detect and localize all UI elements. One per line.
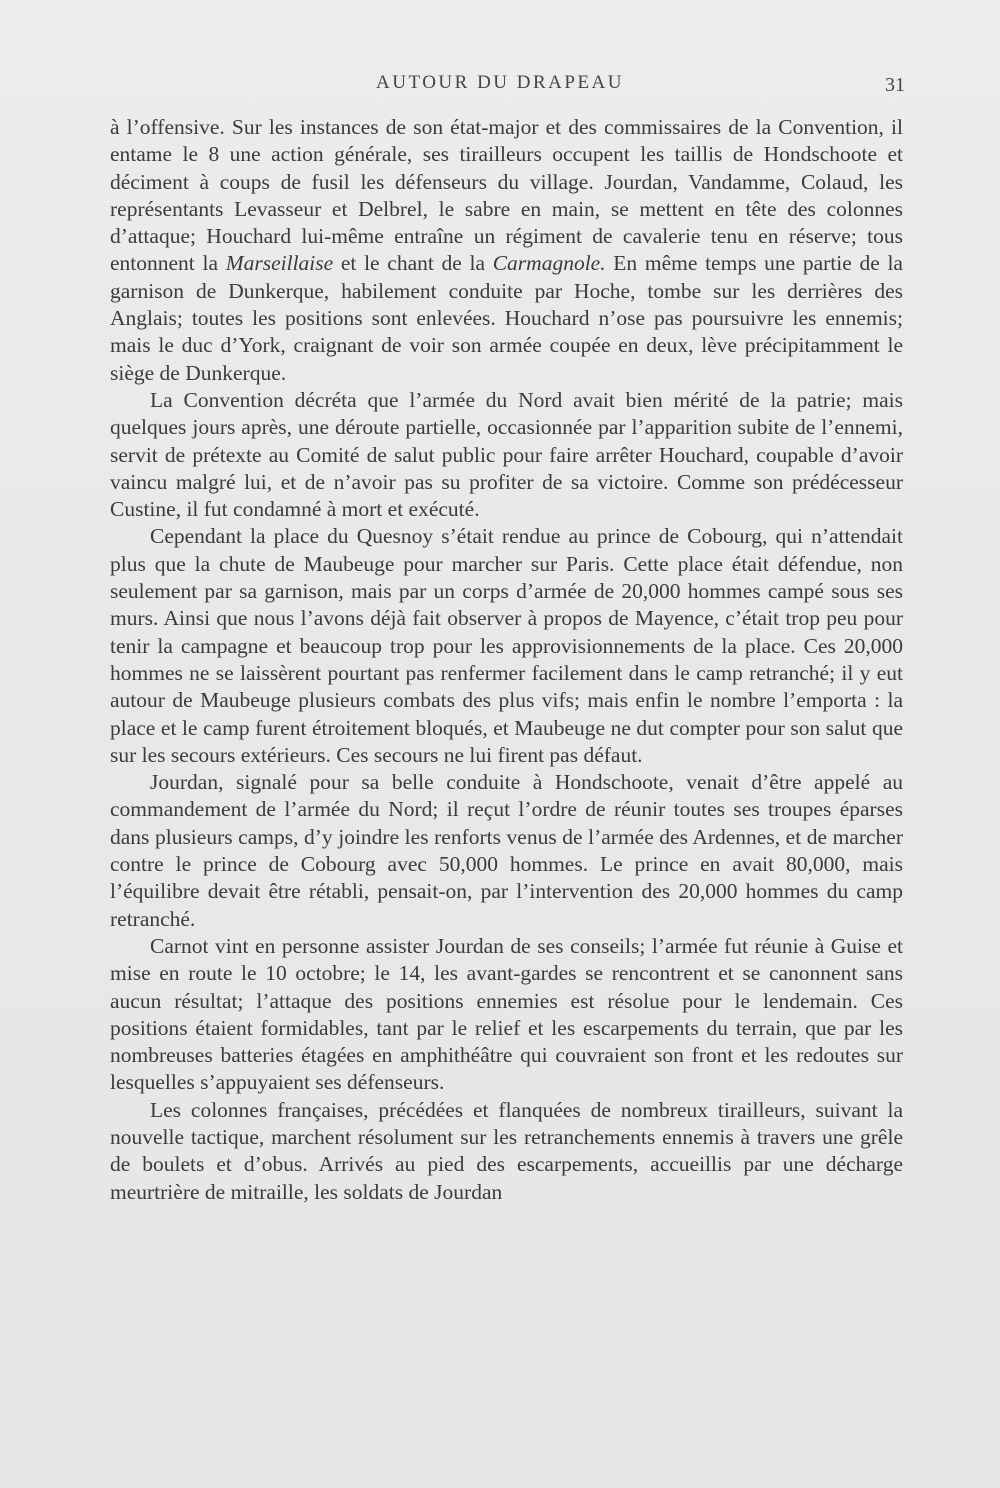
paragraph-1-part-c: En même temps une partie de la garnison de Dunkerque, habilement conduite par Hoche, tombe sur les derrières des Anglais; toutes les positions sont enlevées. Houchard n’ose pas poursuivre les ennemis; mais le duc d’York, craignant de voir son armée coupée en deux, lève précipitamment le siège de Dunkerque. (110, 251, 903, 385)
body-text (110, 114, 903, 1206)
running-head (0, 72, 1000, 102)
italic-carmagnole: Carmagnole. (492, 251, 606, 276)
paragraph-1 (110, 114, 903, 387)
italic-marseillaise: Marseillaise (225, 251, 334, 276)
running-title: AUTOUR DU DRAPEAU (376, 72, 624, 93)
page-number: 31 (885, 74, 905, 96)
paragraph-3: Cependant la place du Quesnoy s’était rendue au prince de Cobourg, qui n’attendait plus que la chute de Maubeuge pour marcher sur Paris. Cette place était défendue, non seulement par sa garnison, mais par un corps d’armée de 20,000 hommes campé sous ses murs. Ainsi que nous l’avons déjà fait observer à propos de Mayence, c’était trop peu pour tenir la campagne et beaucoup trop pour les approvisionnements de la place. Ces 20,000 hommes ne se laissèrent pourtant pas renfermer facilement dans le camp retranché; il y eut autour de Maubeuge plusieurs combats des plus vifs; mais enfin le nombre l’emporta : la place et le camp furent étroitement bloqués, et Maubeuge ne dut compter pour son salut que sur les secours extérieurs. Ces secours ne lui firent pas défaut. (110, 524, 903, 767)
paragraph-1-part-b: et le chant de la (333, 251, 493, 276)
paragraph-1-part-a: à l’offensive. Sur les instances de son état-major et des commissaires de la Convention, il entame le 8 une action générale, ses tirailleurs occupent les taillis de Hondschoote et déciment à coups de fusil les défenseurs du village. Jourdan, Vandamme, Colaud, les représentants Levasseur et Delbrel, le sabre en main, se mettent en tête des colonnes d’attaque; Houchard lui-même entraîne un régiment de cavalerie tenu en réserve; tous entonnent la (110, 115, 903, 276)
paragraph-2: La Convention décréta que l’armée du Nord avait bien mérité de la patrie; mais quelques jours après, une déroute partielle, occasionnée par l’apparition subite de l’ennemi, servit de prétexte au Comité de salut public pour faire arrêter Houchard, coupable d’avoir vaincu malgré lui, et de n’avoir pas su profiter de sa victoire. Comme son prédécesseur Custine, il fut condamné à mort et exécuté. (110, 387, 903, 522)
paragraph-6: Les colonnes françaises, précédées et flanquées de nombreux tirailleurs, suivant la nouvelle tactique, marchent résolument sur les retranchements ennemis à travers une grêle de boulets et d’obus. Arrivés au pied des escarpements, accueillis par une décharge meurtrière de mitraille, les soldats de Jourdan (110, 1097, 903, 1204)
paragraph-5: Carnot vint en personne assister Jourdan de ses conseils; l’armée fut réunie à Guise et mise en route le 10 octobre; le 14, les avant-gardes se rencontrent et se canonnent sans aucun résultat; l’attaque des positions ennemies est résolue pour le lendemain. Ces positions étaient formidables, tant par le relief et les escarpements du terrain, que par les nombreuses batteries étagées en amphithéâtre qui couvraient son front et les redoutes sur lesquelles s’appuyaient ses défenseurs. (110, 933, 903, 1095)
paragraph-4: Jourdan, signalé pour sa belle conduite à Hondschoote, venait d’être appelé au commandement de l’armée du Nord; il reçut l’ordre de réunir toutes ses troupes éparses dans plusieurs camps, d’y joindre les renforts venus de l’armée des Ardennes, et de marcher contre le prince de Cobourg avec 50,000 hommes. Le prince en avait 80,000, mais l’équilibre devait être rétabli, pensait-on, par l’intervention des 20,000 hommes du camp retranché. (110, 770, 903, 931)
